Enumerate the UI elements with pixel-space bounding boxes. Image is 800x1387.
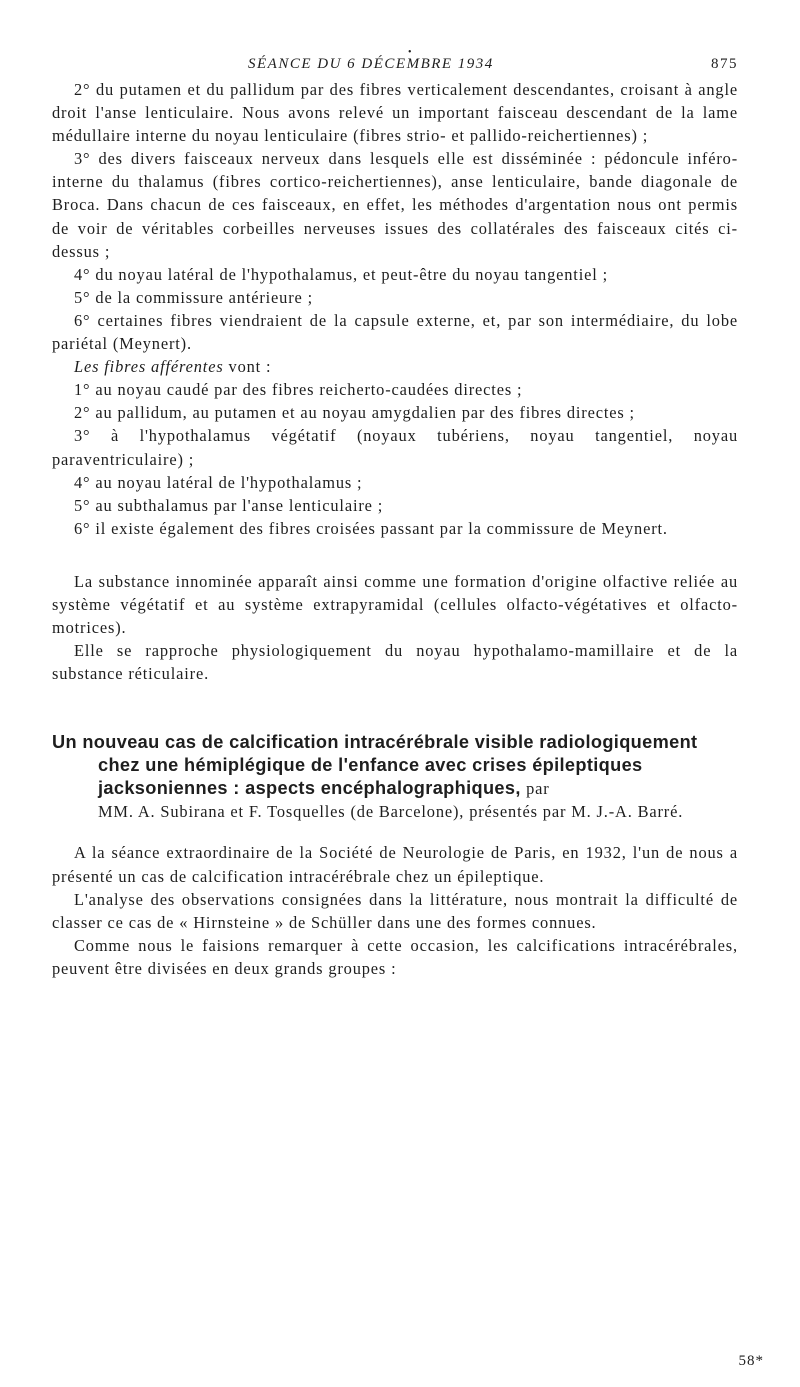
article-title: [52, 731, 738, 800]
paragraph: 3° des divers faisceaux nerveux dans lesquels elle est disséminée : pédoncule inféro-interne du thalamus (fibres cortico-reichertiennes), anse lenticulaire, bande diagonale de Broca. Dans chacun de ces faisceaux, en effet, les méthodes d'argentation nous ont permis de voir de véritables corbeilles nerveuses issues des collatérales des faisceaux cités ci-dessus ;: [52, 149, 738, 261]
paragraph: 6° certaines fibres viendraient de la capsule externe, et, par son intermédiaire, du lobe pariétal (Meynert).: [52, 310, 738, 354]
article-by: par: [526, 779, 550, 799]
paragraph: L'analyse des observations consignées dans la littérature, nous montrait la difficulté de classer ce cas de « Hirnsteine » de Schüller dans une des formes connues.: [52, 889, 738, 932]
list-item: 5° au subthalamus par l'anse lenticulaire ;: [74, 495, 384, 515]
paragraph: 5° de la commissure antérieure ;: [74, 287, 314, 307]
paragraph: La substance innominée apparaît ainsi comme une formation d'origine olfactive reliée au système végétatif et au système extrapyramidal (cellules olfacto-végétatives et olfacto-motrices).: [52, 571, 738, 638]
list-item: 2° au pallidum, au putamen et au noyau amygdalien par des fibres directes ;: [74, 403, 635, 423]
list-item: 1° au noyau caudé par des fibres reicherto-caudées directes ;: [74, 380, 523, 400]
ornament-dot: •: [408, 47, 414, 58]
paragraph: 2° du putamen et du pallidum par des fibres verticalement descendantes, croisant à angle droit l'anse lenticulaire. Nous avons relevé un important faisceau descendant de la lame médullaire interne du noyau lenticulaire (fibres strio- et pallido-reichertiennes) ;: [52, 80, 738, 146]
afferent-lead-rest: vont :: [223, 357, 272, 377]
list-item: 4° au noyau latéral de l'hypothalamus ;: [74, 472, 363, 492]
article-title-text: Un nouveau cas de calcification intracérébrale visible radiologiquement chez une hémiplégique de l'enfance avec crises épileptiques jacksoniennes : aspects encéphalographiques,: [52, 732, 698, 799]
paragraph: 4° du noyau latéral de l'hypothalamus, et peut-être du noyau tangentiel ;: [74, 264, 608, 284]
page: [52, 48, 738, 980]
running-head: [52, 48, 738, 78]
paragraph: Elle se rapproche physiologiquement du noyau hypothalamo-mamillaire et de la substance réticulaire.: [52, 641, 738, 684]
paragraph: A la séance extraordinaire de la Société de Neurologie de Paris, en 1932, l'un de nous a présenté un cas de calcification intracérébrale chez un épileptique.: [52, 843, 738, 886]
running-title: SÉANCE DU 6 DÉCEMBRE 1934: [248, 56, 494, 72]
page-number: 875: [711, 56, 738, 72]
list-item: 6° il existe également des fibres croisées passant par la commissure de Meynert.: [74, 518, 668, 538]
article-authors: MM. A. Subirana et F. Tosquelles (de Barcelone), présentés par M. J.-A. Barré.: [98, 802, 684, 822]
afferent-lead: Les fibres afférentes: [74, 357, 224, 377]
signature-mark: 58*: [738, 1353, 764, 1369]
paragraph: Comme nous le faisions remarquer à cette occasion, les calcifications intracérébrales, peuvent être divisées en deux grands groupes :: [52, 935, 738, 978]
afferent-intro: [52, 355, 738, 378]
list-item: 3° à l'hypothalamus végétatif (noyaux tubériens, noyau tangentiel, noyau paraventriculaire) ;: [52, 426, 738, 469]
